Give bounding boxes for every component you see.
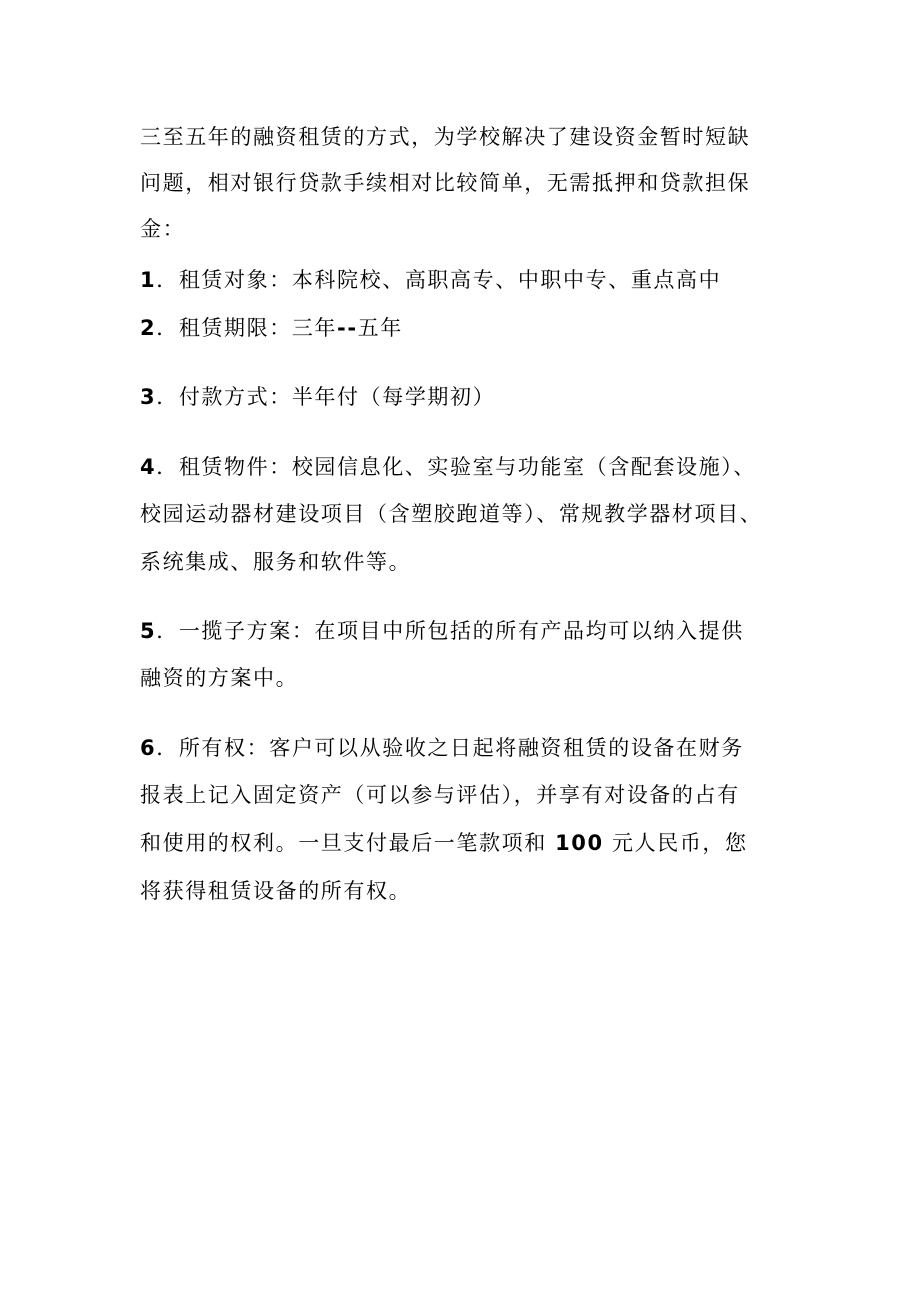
item-6-text: ．所有权：客户可以从验收之日起将融资租赁的设备在财务: [156, 736, 744, 760]
item-3-text: ．付款方式：半年付（每学期初）: [156, 385, 496, 409]
item-6-number: 6: [140, 736, 157, 760]
item-1-number: 1: [140, 268, 157, 292]
item-2: [140, 313, 403, 343]
item-4-text: ．租赁物件：校园信息化、实验室与功能室（含配套设施）、: [156, 455, 756, 479]
item-6-line-4: 将获得租赁设备的所有权。: [140, 879, 412, 903]
item-6-amount: 100: [555, 831, 604, 855]
item-2-dash: --: [337, 316, 358, 340]
intro-line-1: 三至五年的融资租赁的方式，为学校解决了建设资金暂时短缺: [140, 125, 751, 149]
item-6: [140, 733, 744, 763]
item-6-line-2: 报表上记入固定资产（可以参与评估），并享有对设备的占有: [140, 783, 740, 807]
item-2-text-end: 五年: [357, 316, 403, 340]
item-4: [140, 452, 756, 482]
item-6-line-3-end: 元人民币，您: [612, 831, 748, 855]
intro-line-3: 金：: [140, 217, 186, 241]
item-4-number: 4: [140, 455, 157, 479]
item-3: [140, 382, 495, 412]
item-2-number: 2: [140, 316, 157, 340]
item-5-line-2: 融资的方案中。: [140, 666, 299, 690]
item-1-text: ．租赁对象：本科院校、高职高专、中职中专、重点高中: [156, 268, 722, 292]
item-5-text: ．一揽子方案：在项目中所包括的所有产品均可以纳入提供: [156, 619, 744, 643]
item-2-text: ．租赁期限：三年: [156, 316, 338, 340]
item-5-number: 5: [140, 619, 157, 643]
item-5: [140, 616, 744, 646]
intro-line-2: 问题，相对银行贷款手续相对比较简单，无需抵押和贷款担保: [140, 171, 751, 195]
item-6-line-3-text: 和使用的权利。一旦支付最后一笔款项和: [140, 831, 547, 855]
item-3-number: 3: [140, 385, 157, 409]
item-6-line-3: [140, 828, 748, 858]
item-4-line-2: 校园运动器材建设项目（含塑胶跑道等）、常规教学器材项目、: [140, 502, 763, 526]
item-1: [140, 265, 721, 295]
item-4-line-3: 系统集成、服务和软件等。: [140, 550, 412, 574]
